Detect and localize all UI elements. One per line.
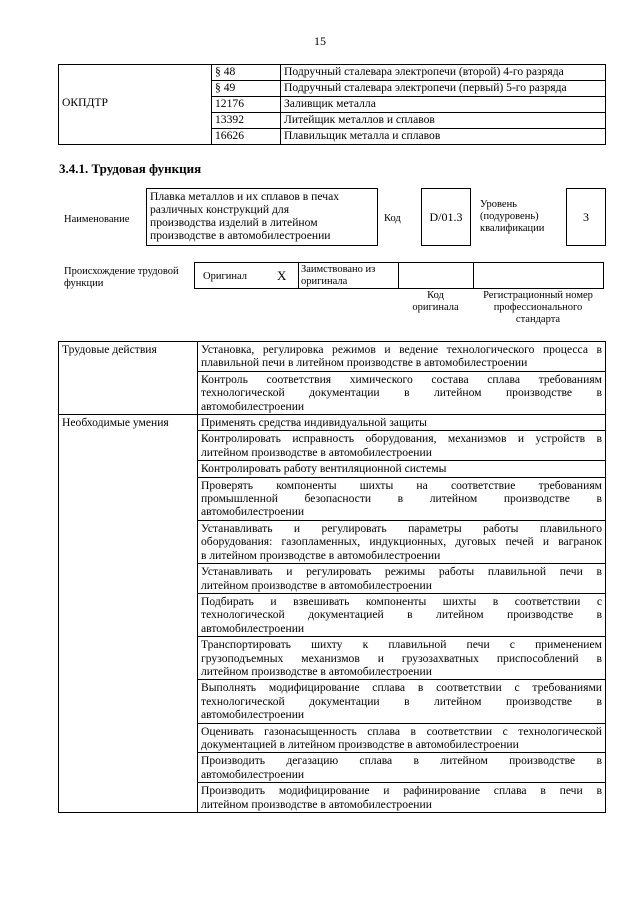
requirement-line: автомобилестроении <box>201 621 305 635</box>
requirement-item <box>198 477 606 520</box>
original-mark: X <box>277 268 287 283</box>
reg-caption-line: стандарта <box>515 314 561 325</box>
requirement-line: промышленной безопасности в литейном производстве в <box>201 492 602 506</box>
origin-box <box>194 262 604 289</box>
origin-label-line: функции <box>64 278 104 289</box>
requirement-item <box>198 431 606 461</box>
code-value: D/01.3 <box>429 210 463 224</box>
requirement-item <box>198 593 606 636</box>
original-code-caption <box>398 290 473 314</box>
requirement-line: литейном производстве в автомобилестроении <box>201 578 432 592</box>
borrowed-label-line: оригинала <box>301 276 348 287</box>
page-number: 15 <box>314 34 326 48</box>
borrowed-label <box>301 264 375 288</box>
requirement-line: Транспортировать шихту к плавильной печи с применением <box>201 638 602 652</box>
requirement-item <box>198 753 606 783</box>
requirement-line: грузоподъемных механизмов и грузозахватных приспособлений в <box>201 651 602 665</box>
okpdtr-name: Подручный сталевара электропечи (первый) 5-го разряда <box>281 81 606 97</box>
okpdtr-code: 12176 <box>212 97 281 113</box>
original-label: Оригинал <box>203 271 247 282</box>
requirement-item <box>198 564 606 594</box>
level-label-line: (подуровень) <box>480 211 539 222</box>
requirement-line: Устанавливать и регулировать параметры работы плавильного <box>201 521 602 535</box>
okpdtr-name: Подручный сталевара электропечи (второй) 4-го разряда <box>281 65 606 81</box>
origin-label <box>64 266 179 290</box>
code-caption-line: Код <box>427 290 444 301</box>
requirement-line: в литейном производстве в автомобилестроении <box>201 548 441 562</box>
requirement-line: Выполнять модифицирование сплава в соответствии с требованиями <box>201 681 602 695</box>
requirement-line: Оценивать газонасыщенность сплава в соответствии с технологической <box>201 724 602 738</box>
requirement-item <box>198 371 606 414</box>
okpdtr-name: Литейщик металлов и сплавов <box>281 113 606 129</box>
requirement-item <box>198 783 606 813</box>
requirement-line: Устанавливать и регулировать режимы работы плавильной печи в <box>201 565 602 579</box>
okpdtr-code: § 49 <box>212 81 281 97</box>
level-value: 3 <box>583 210 589 224</box>
function-name-box <box>146 188 378 246</box>
okpdtr-code: § 48 <box>212 65 281 81</box>
requirement-item <box>198 723 606 753</box>
okpdtr-row <box>59 65 606 81</box>
requirement-line: технологической документации в литейном производстве в <box>201 694 602 708</box>
table-row <box>59 415 606 431</box>
requirement-line: документацией в литейном производстве в автомобилестроении <box>201 737 519 751</box>
okpdtr-name: Заливщик металла <box>281 97 606 113</box>
requirement-line: технологической документацией в литейном производстве в <box>201 608 602 622</box>
requirement-line: литейном производстве в автомобилестроении <box>201 445 432 459</box>
requirements-table <box>58 341 606 813</box>
requirement-line: Контролировать работу вентиляционной системы <box>201 462 447 476</box>
requirement-line: литейном производстве в автомобилестроении <box>201 664 432 678</box>
reg-caption-line: профессионального <box>493 302 583 313</box>
origin-label-line: Происхождение трудовой <box>64 266 179 277</box>
requirement-line: автомобилестроении <box>201 505 305 519</box>
requirement-item <box>198 520 606 563</box>
okpdtr-table <box>58 64 606 145</box>
requirement-item <box>198 415 606 431</box>
requirement-line: Установка, регулировка режимов и ведение технологического процесса в <box>201 343 602 356</box>
requirement-line: плавильной печи в литейном производстве в автомобилестроении <box>201 356 528 370</box>
requirement-line: оборудования: газопламенных, индукционных, дуговых печей и вагранок <box>201 535 602 549</box>
requirement-item <box>198 461 606 477</box>
okpdtr-name: Плавильщик металла и сплавов <box>281 129 606 145</box>
code-label: Код <box>384 213 401 224</box>
requirement-line: Производить дегазацию сплава в литейном производстве в <box>201 754 602 768</box>
requirement-item <box>198 637 606 680</box>
requirement-line: автомобилестроении <box>201 767 305 781</box>
code-caption-line: оригинала <box>412 302 459 313</box>
requirement-item <box>198 680 606 723</box>
borrowed-label-line: Заимствовано из <box>301 264 376 275</box>
okpdtr-code: 16626 <box>212 129 281 145</box>
requirement-line: Контролировать исправность оборудования, механизмов и устройств в <box>201 432 602 446</box>
function-name-line: различных конструкций для <box>150 203 290 216</box>
requirement-line: Производить модифицирование и рафинирование сплава в печи в <box>201 784 602 798</box>
requirement-line: автомобилестроении <box>201 708 305 722</box>
okpdtr-code-label: ОКПДТР <box>62 96 108 109</box>
level-value-box <box>566 188 606 246</box>
function-name-line: Плавка металлов и их сплавов в печах <box>150 190 340 203</box>
level-label <box>480 199 544 235</box>
requirement-line: автомобилестроении <box>201 399 305 413</box>
requirement-line: Применять средства индивидуальной защиты <box>201 416 427 430</box>
code-value-box <box>421 188 471 246</box>
name-label: Наименование <box>64 214 130 225</box>
okpdtr-code: 13392 <box>212 113 281 129</box>
level-label-line: Уровень <box>480 199 517 210</box>
registration-number-caption <box>472 290 604 326</box>
requirement-line: Подбирать и взвешивать компоненты шихты в соответствии с <box>201 594 602 608</box>
requirement-line: Проверять компоненты шихты на соответствие требованиям <box>201 478 602 492</box>
function-name-line: производства изделий в литейном <box>150 216 318 229</box>
requirement-item <box>198 342 606 372</box>
requirement-line: Контроль соответствия химического состава сплава требованиям <box>201 372 602 386</box>
requirement-line: технологической документации в литейном производстве в <box>201 386 602 400</box>
level-label-line: квалификации <box>480 223 545 234</box>
table-row <box>59 342 606 372</box>
reg-caption-line: Регистрационный номер <box>483 290 593 301</box>
function-name-line: производстве в автомобилестроении <box>150 229 331 242</box>
okpdtr-code-label-cell <box>59 65 212 145</box>
group-header: Трудовые действия <box>59 342 198 415</box>
group-header: Необходимые умения <box>59 415 198 813</box>
section-title: 3.4.1. Трудовая функция <box>59 161 202 176</box>
requirement-line: литейном производстве в автомобилестроении <box>201 797 432 811</box>
